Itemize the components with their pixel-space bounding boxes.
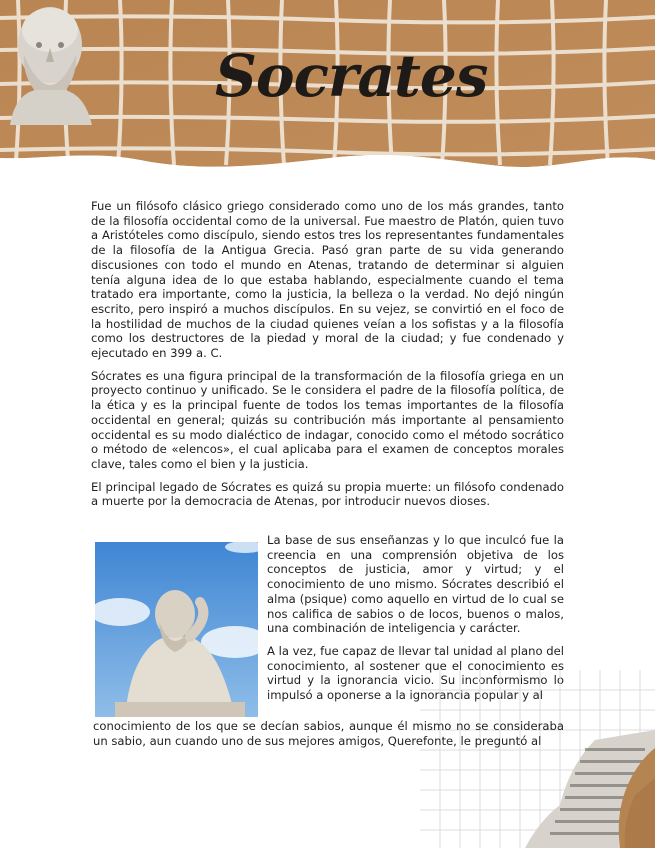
paragraph-5-part-1: A la vez, fue capaz de llevar tal unidad al plano del conocimiento, al sostener que el conocimiento es virtud y la ignorancia vicio. Su inconformismo lo impulsó a oponerse a la ignorancia popular y al (267, 643, 564, 703)
header-banner (0, 0, 655, 185)
paragraph-4: La base de sus enseñanzas y lo que inculcó fue la creencia en una comprensión objetiva de los conceptos de justicia, amor y virtud; y el conocimiento de uno mismo. Sócrates describió el alma (psique) como aquello en virtud de lo cual se nos califica de sabios o de locos, buenos o malos, una combinación de inteligencia y carácter. (267, 533, 564, 636)
paragraph-2: Sócrates es una figura principal de la transformación de la filosofía griega en un proyecto continuo y unificado. Se le considera el padre de la filosofía política, de la ética y es la principal fuente de todos los temas importantes de la filosofía occidental en general; quizás su contribución más importante al pensamiento occidental es su modo dialéctico de indagar, conocido como el método socrático o método de «elencos», el cual aplicaba para el examen de conceptos morales clave, tales como el bien y la justicia. (91, 368, 564, 471)
body-text-bottom (93, 719, 564, 748)
paragraph-3: El principal legado de Sócrates es quizá su propia muerte: un filósofo condenado a muerte por la democracia de Atenas, por introducir nuevos dioses. (91, 479, 564, 509)
paper-collage-decoration (420, 670, 655, 848)
page-title: Socrates (215, 42, 488, 110)
socrates-bust-image (0, 0, 100, 125)
paragraph-5-part-2: conocimiento de los que se decían sabios, aunque él mismo no se consideraba un sabio, aun cuando uno de sus mejores amigos, Querefonte, le preguntó al (93, 719, 564, 748)
paragraph-1: Fue un filósofo clásico griego considerado como uno de los más grandes, tanto de la filosofía occidental como de la universal. Fue maestro de Platón, quien tuvo a Aristóteles como discípulo, siendo estos tres los representantes fundamentales de la filosofía de la Antigua Grecia. Pasó gran parte de su vida generando discusiones con todo el mundo en Atenas, tratando de determinar si alguien tenía alguna idea de lo que estaba hablando, especialmente cuando el tema tratado era importante, como la justicia, la belleza o la verdad. No dejó ningún escrito, pero inspiró a muchos discípulos. En su vejez, se convirtió en el foco de la hostilidad de muchos de la ciudad quienes veían a los sofistas y a la filosofía como los destructores de la piedad y moral de la ciudad; y fue condenado y ejecutado en 399 a. C. (91, 199, 564, 361)
body-text-top (91, 199, 564, 517)
socrates-statue-image (95, 542, 258, 717)
